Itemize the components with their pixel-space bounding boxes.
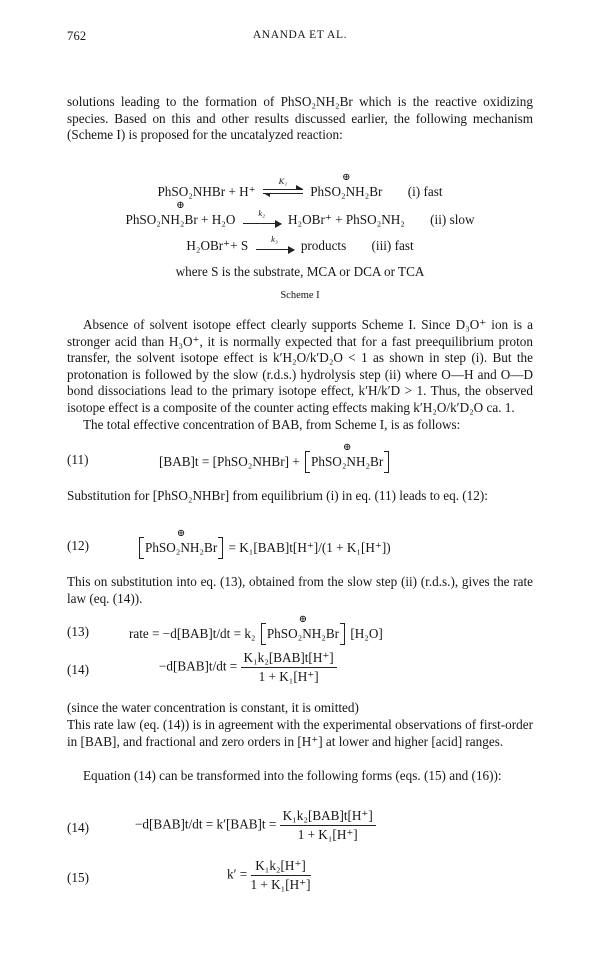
- equation-number: (14): [67, 820, 89, 835]
- step-1-right: ⊕ PhSO₂NH₂Br: [310, 172, 383, 199]
- equation-14: [67, 650, 533, 692]
- step-3-label: (iii) fast: [371, 238, 414, 253]
- forward-arrow: k₃: [256, 243, 294, 250]
- rate-law-paragraph: This on substitution into eq. (13), obtained from the slow step (ii) (r.d.s.), gives the rate law (eq. (14)).: [67, 574, 533, 606]
- equation-number: (15): [67, 870, 89, 885]
- equation-number: (11): [67, 452, 89, 467]
- scheme-step-1: [0, 172, 600, 200]
- equation-14-transformed: [67, 808, 533, 850]
- substitution-paragraph: Substitution for [PhSO₂NHBr] from equilibrium (i) in eq. (11) leads to eq. (12):: [67, 488, 488, 503]
- step-1-left: PhSO₂NHBr + H⁺: [157, 184, 256, 199]
- equation-lhs: [BAB]t = [PhSO₂NHBr] +: [159, 454, 300, 469]
- water-note: (since the water concentration is constant, it is omitted): [67, 700, 359, 715]
- running-head: ANANDA ET AL.: [252, 29, 348, 41]
- step-3-left: H₂OBr⁺+ S: [186, 238, 249, 253]
- equilibrium-arrow: K₁: [263, 186, 303, 200]
- equation-lhs: rate = −d[BAB]t/dt = k₂: [129, 626, 256, 641]
- bracket-term: ⊕ PhSO₂NH₂Br: [261, 624, 345, 644]
- bracket-term: ⊕ PhSO₂NH₂Br: [305, 452, 389, 472]
- fraction: $\frac{\text{K₁k₂[BAB]t[H⁺]}}{\text{1 + K₁[H⁺]}}$: [280, 808, 376, 843]
- scheme-caption: Scheme I: [280, 290, 320, 301]
- equation-15: [67, 858, 533, 900]
- scheme-step-2: [0, 200, 600, 228]
- bracket-term: ⊕ PhSO₂NH₂Br: [139, 538, 223, 558]
- equation-lhs: k′ =: [227, 866, 248, 882]
- step-2-right: H₂OBr⁺ + PhSO₂NH₂: [288, 212, 405, 227]
- scheme-note: where S is the substrate, MCA or DCA or TCA: [175, 264, 425, 279]
- step-2-label: (ii) slow: [430, 212, 475, 227]
- step-1-label: (i) fast: [407, 184, 443, 199]
- isotope-paragraph: Absence of solvent isotope effect clearly supports Scheme I. Since D₃O⁺ ion is a stronger acid than H₃O⁺, it is normally expected that for a fast preequilibrium proton transfer, the solvent isotope effect is k′H₂O/k′D₂O < 1 as shown in step (i). But the protonation is followed by the slow (r.d.s.) hydrolysis step (ii) where O—H and O—D bond dissociations lead to the primary isotope effect, k′H/k′D > 1. Thus, the observed isotope effect is a composite of the counter acting effects making k′H₂O/k′D₂O ca. 1.: [67, 317, 533, 415]
- equation-number: (13): [67, 624, 89, 639]
- agreement-paragraph: This rate law (eq. (14)) is in agreement with the experimental observations of first-order in [BAB], and fractional and zero orders in [H⁺] at lower and higher [acid] ranges.: [67, 717, 533, 749]
- fraction: $\frac{\text{K₁k₂[H⁺]}}{\text{1 + K₁[H⁺]}}$: [250, 858, 311, 892]
- scheme-step-3: [0, 234, 600, 254]
- fraction: $\frac{\text{K₁k₂[BAB]t[H⁺]}}{\text{1 + K₁[H⁺]}}$: [241, 650, 337, 685]
- equation-12: [67, 530, 533, 564]
- equation-13: [67, 616, 533, 650]
- equation-lhs: −d[BAB]t/dt = k′[BAB]t =: [135, 816, 277, 832]
- equation-lhs: −d[BAB]t/dt =: [159, 658, 238, 674]
- equation-number: (12): [67, 538, 89, 553]
- step-3-right: products: [300, 238, 347, 253]
- equation-11: [67, 444, 533, 478]
- total-concentration-paragraph: The total effective concentration of BAB, from Scheme I, is as follows:: [83, 417, 461, 432]
- step-2-left: ⊕ PhSO₂NH₂Br + H₂O: [125, 200, 236, 227]
- page-number: 762: [67, 29, 87, 43]
- equation-number: (14): [67, 662, 89, 677]
- equation-rhs: [H₂O]: [350, 626, 383, 641]
- equation-rhs: = K₁[BAB]t[H⁺]/(1 + K₁[H⁺]): [228, 540, 391, 555]
- forward-arrow: k₂: [243, 217, 281, 224]
- intro-paragraph: solutions leading to the formation of PhSO₂NH₂Br which is the reactive oxidizing species. Based on this and other results discussed earlier, the following mechanism (Scheme I) is proposed for the uncatalyzed reaction:: [67, 94, 533, 143]
- transform-paragraph: Equation (14) can be transformed into the following forms (eqs. (15) and (16)):: [83, 768, 502, 783]
